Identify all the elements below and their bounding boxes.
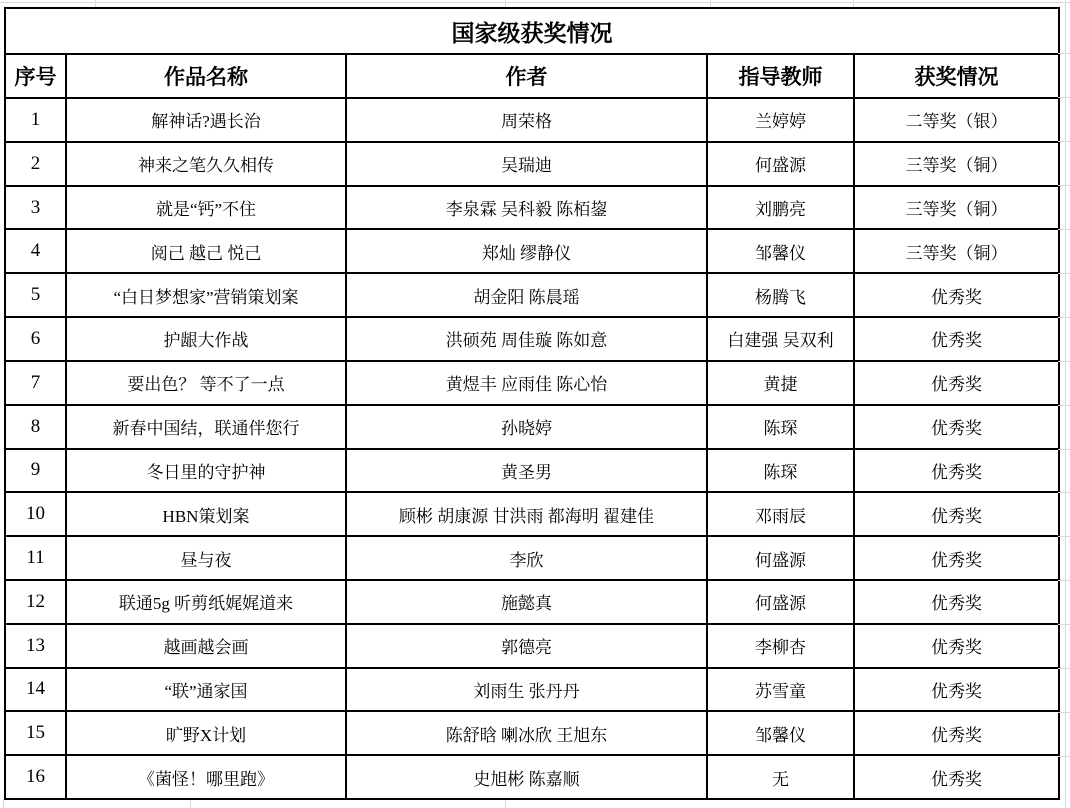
sheet-gridline	[3, 800, 4, 808]
authors-cell: 顾彬 胡康源 甘洪雨 都海明 翟建佳	[346, 492, 707, 536]
advisor-cell: 刘鹏亮	[707, 186, 854, 230]
advisor-cell: 陈琛	[707, 449, 854, 493]
sheet-gridline	[1058, 141, 1070, 142]
sheet-gridline	[1058, 185, 1070, 186]
sheet-gridline	[1058, 405, 1070, 406]
row-number-cell: 4	[5, 229, 66, 273]
sheet-gridline	[505, 0, 506, 7]
authors-cell: 施懿真	[346, 580, 707, 624]
advisor-cell: 陈琛	[707, 405, 854, 449]
table-row	[5, 668, 1059, 712]
row-number-cell: 9	[5, 449, 66, 493]
sheet-gridline	[853, 0, 854, 7]
award-cell: 优秀奖	[854, 405, 1059, 449]
award-cell: 优秀奖	[854, 580, 1059, 624]
award-cell: 优秀奖	[854, 755, 1059, 799]
work-title-cell: 要出色？ 等不了一点	[66, 361, 346, 405]
table-row	[5, 405, 1059, 449]
sheet-gridline	[1058, 624, 1070, 625]
award-cell: 优秀奖	[854, 624, 1059, 668]
work-title-cell: 联通5g 听剪纸娓娓道来	[66, 580, 346, 624]
row-number-cell: 1	[5, 98, 66, 142]
table-row	[5, 755, 1059, 799]
sheet-gridline	[1058, 449, 1070, 450]
authors-cell: 李泉霖 吴科毅 陈栢鋆	[346, 186, 707, 230]
row-number-cell: 5	[5, 273, 66, 317]
advisor-cell: 邓雨辰	[707, 492, 854, 536]
award-cell: 优秀奖	[854, 361, 1059, 405]
advisor-cell: 邹馨仪	[707, 229, 854, 273]
advisor-cell: 何盛源	[707, 536, 854, 580]
authors-cell: 周荣格	[346, 98, 707, 142]
header-award: 获奖情况	[854, 54, 1059, 98]
table-row	[5, 98, 1059, 142]
table-row	[5, 361, 1059, 405]
authors-cell: 胡金阳 陈晨瑶	[346, 273, 707, 317]
authors-cell: 史旭彬 陈嘉顺	[346, 755, 707, 799]
sheet-gridline	[1058, 53, 1070, 54]
work-title-cell: 就是“钙”不住	[66, 186, 346, 230]
table-row	[5, 492, 1059, 536]
work-title-cell: 昼与夜	[66, 536, 346, 580]
sheet-gridline	[505, 800, 506, 808]
authors-cell: 刘雨生 张丹丹	[346, 668, 707, 712]
authors-cell: 郭德亮	[346, 624, 707, 668]
row-number-cell: 14	[5, 668, 66, 712]
work-title-cell: 《菌怪！哪里跑》	[66, 755, 346, 799]
sheet-gridline	[1065, 0, 1066, 808]
advisor-cell: 兰婷婷	[707, 98, 854, 142]
table-row	[5, 624, 1059, 668]
work-title-cell: 阅己 越己 悦己	[66, 229, 346, 273]
authors-cell: 李欣	[346, 536, 707, 580]
advisor-cell: 李柳杏	[707, 624, 854, 668]
advisor-cell: 苏雪童	[707, 668, 854, 712]
awards-table	[4, 7, 1060, 800]
row-number-cell: 12	[5, 580, 66, 624]
table-title: 国家级获奖情况	[5, 8, 1059, 54]
header-advisor: 指导教师	[707, 54, 854, 98]
advisor-cell: 何盛源	[707, 580, 854, 624]
table-title-row	[5, 8, 1059, 54]
work-title-cell: 越画越会画	[66, 624, 346, 668]
table-row	[5, 142, 1059, 186]
table-row	[5, 536, 1059, 580]
sheet-gridline	[1058, 580, 1070, 581]
sheet-gridline	[1058, 361, 1070, 362]
table-row	[5, 449, 1059, 493]
award-cell: 三等奖（铜）	[854, 142, 1059, 186]
advisor-cell: 无	[707, 755, 854, 799]
header-work: 作品名称	[66, 54, 346, 98]
work-title-cell: “联”通家国	[66, 668, 346, 712]
row-number-cell: 13	[5, 624, 66, 668]
award-cell: 三等奖（铜）	[854, 229, 1059, 273]
authors-cell: 孙晓婷	[346, 405, 707, 449]
sheet-gridline	[1058, 756, 1070, 757]
work-title-cell: 冬日里的守护神	[66, 449, 346, 493]
row-number-cell: 2	[5, 142, 66, 186]
sheet-gridline	[1058, 536, 1070, 537]
award-cell: 优秀奖	[854, 317, 1059, 361]
sheet-gridline	[0, 2, 1070, 3]
row-number-cell: 15	[5, 711, 66, 755]
table-row	[5, 317, 1059, 361]
award-cell: 二等奖（银）	[854, 98, 1059, 142]
authors-cell: 吴瑞迪	[346, 142, 707, 186]
award-cell: 优秀奖	[854, 492, 1059, 536]
header-no: 序号	[5, 54, 66, 98]
row-number-cell: 8	[5, 405, 66, 449]
sheet-gridline	[95, 0, 96, 7]
award-cell: 优秀奖	[854, 536, 1059, 580]
work-title-cell: 旷野X计划	[66, 711, 346, 755]
table-header-row	[5, 54, 1059, 98]
row-number-cell: 10	[5, 492, 66, 536]
work-title-cell: 新春中国结，联通伴您行	[66, 405, 346, 449]
award-cell: 优秀奖	[854, 711, 1059, 755]
row-number-cell: 11	[5, 536, 66, 580]
sheet-gridline	[1058, 273, 1070, 274]
table-row	[5, 273, 1059, 317]
advisor-cell: 何盛源	[707, 142, 854, 186]
authors-cell: 洪硕苑 周佳璇 陈如意	[346, 317, 707, 361]
work-title-cell: 神来之笔久久相传	[66, 142, 346, 186]
table-row	[5, 186, 1059, 230]
authors-cell: 陈舒晗 喇冰欣 王旭东	[346, 711, 707, 755]
sheet-gridline	[1058, 229, 1070, 230]
award-cell: 优秀奖	[854, 668, 1059, 712]
advisor-cell: 黄捷	[707, 361, 854, 405]
row-number-cell: 16	[5, 755, 66, 799]
authors-cell: 黄圣男	[346, 449, 707, 493]
awards-table-body	[5, 98, 1059, 799]
advisor-cell: 杨腾飞	[707, 273, 854, 317]
sheet-gridline	[1058, 97, 1070, 98]
sheet-gridline	[710, 0, 711, 7]
award-cell: 优秀奖	[854, 273, 1059, 317]
award-cell: 三等奖（铜）	[854, 186, 1059, 230]
row-number-cell: 3	[5, 186, 66, 230]
sheet-gridline	[1058, 317, 1070, 318]
row-number-cell: 6	[5, 317, 66, 361]
header-authors: 作者	[346, 54, 707, 98]
sheet-gridline	[1058, 712, 1070, 713]
award-cell: 优秀奖	[854, 449, 1059, 493]
advisor-cell: 白建强 吴双利	[707, 317, 854, 361]
sheet-gridline	[1058, 668, 1070, 669]
authors-cell: 黄煜丰 应雨佳 陈心怡	[346, 361, 707, 405]
table-row	[5, 711, 1059, 755]
row-number-cell: 7	[5, 361, 66, 405]
work-title-cell: “白日梦想家”营销策划案	[66, 273, 346, 317]
authors-cell: 郑灿 缪静仪	[346, 229, 707, 273]
advisor-cell: 邹馨仪	[707, 711, 854, 755]
work-title-cell: HBN策划案	[66, 492, 346, 536]
work-title-cell: 解神话?遇长治	[66, 98, 346, 142]
work-title-cell: 护龈大作战	[66, 317, 346, 361]
sheet-gridline	[1058, 492, 1070, 493]
sheet-gridline	[190, 800, 191, 808]
table-row	[5, 580, 1059, 624]
table-row	[5, 229, 1059, 273]
